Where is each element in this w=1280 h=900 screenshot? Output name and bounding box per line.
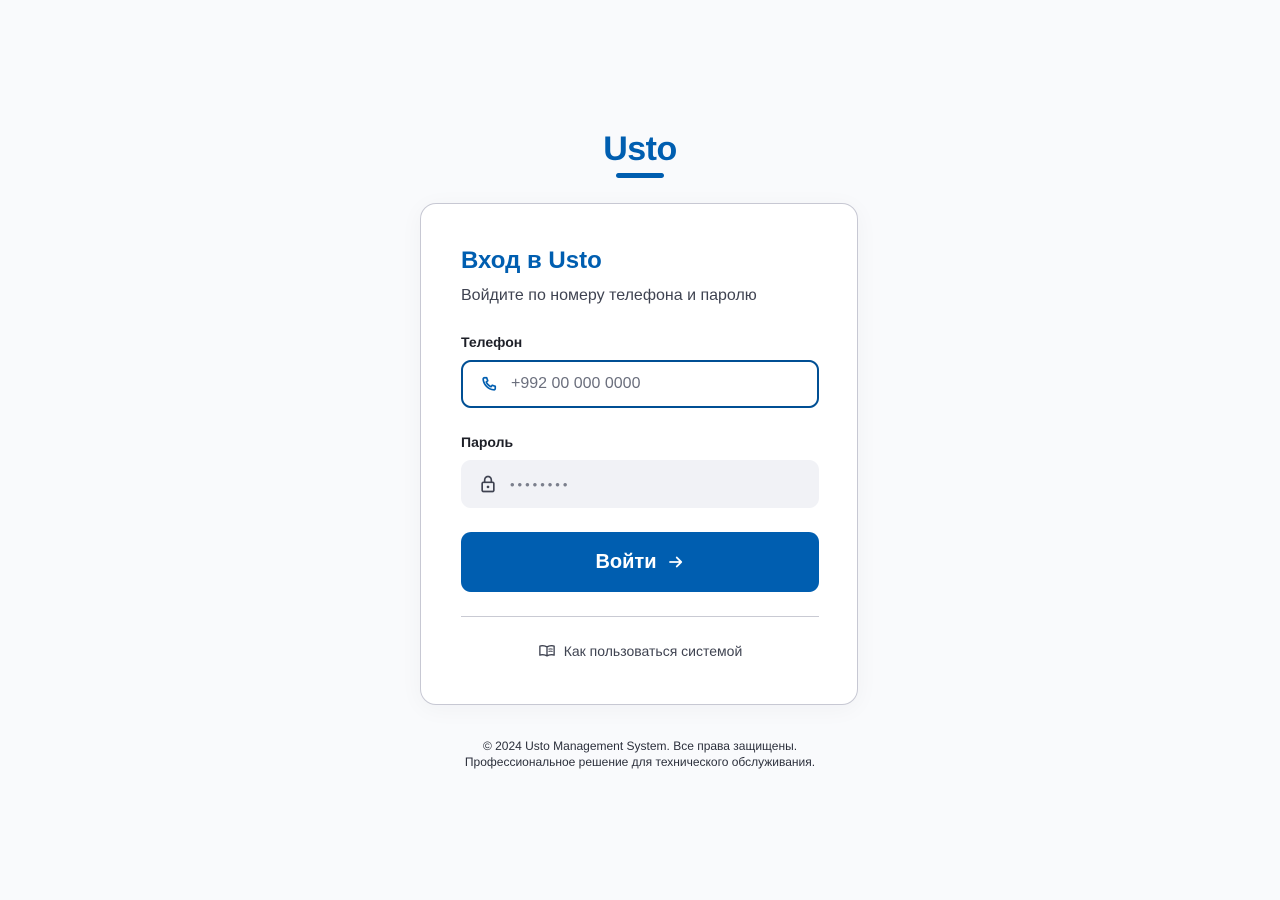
login-button[interactable] — [461, 532, 819, 592]
help-link-label: Как пользоваться системой — [563, 643, 743, 659]
lock-icon — [478, 474, 498, 494]
login-card — [420, 203, 858, 705]
help-link[interactable] — [461, 640, 819, 662]
phone-field[interactable] — [461, 360, 819, 408]
arrow-right-icon — [667, 553, 685, 571]
login-button-label: Войти — [595, 550, 657, 573]
phone-input[interactable] — [511, 364, 801, 404]
login-subtitle: Войдите по номеру телефона и паролю — [461, 287, 757, 304]
phone-icon — [479, 374, 499, 394]
footer-tagline: Профессиональное решение для технического обслуживания. — [464, 755, 816, 769]
login-title: Вход в Usto — [461, 247, 602, 274]
brand-logo: Usto — [603, 130, 677, 168]
password-input[interactable] — [510, 464, 800, 504]
password-field[interactable] — [461, 460, 819, 508]
phone-label: Телефон — [461, 334, 523, 350]
password-label: Пароль — [461, 434, 514, 450]
divider — [461, 616, 819, 617]
brand-header — [0, 128, 1280, 178]
book-icon — [538, 642, 556, 660]
footer — [0, 738, 1280, 770]
brand-underline — [616, 173, 664, 178]
footer-copyright: © 2024 Usto Management System. Все права защищены. — [482, 739, 798, 753]
